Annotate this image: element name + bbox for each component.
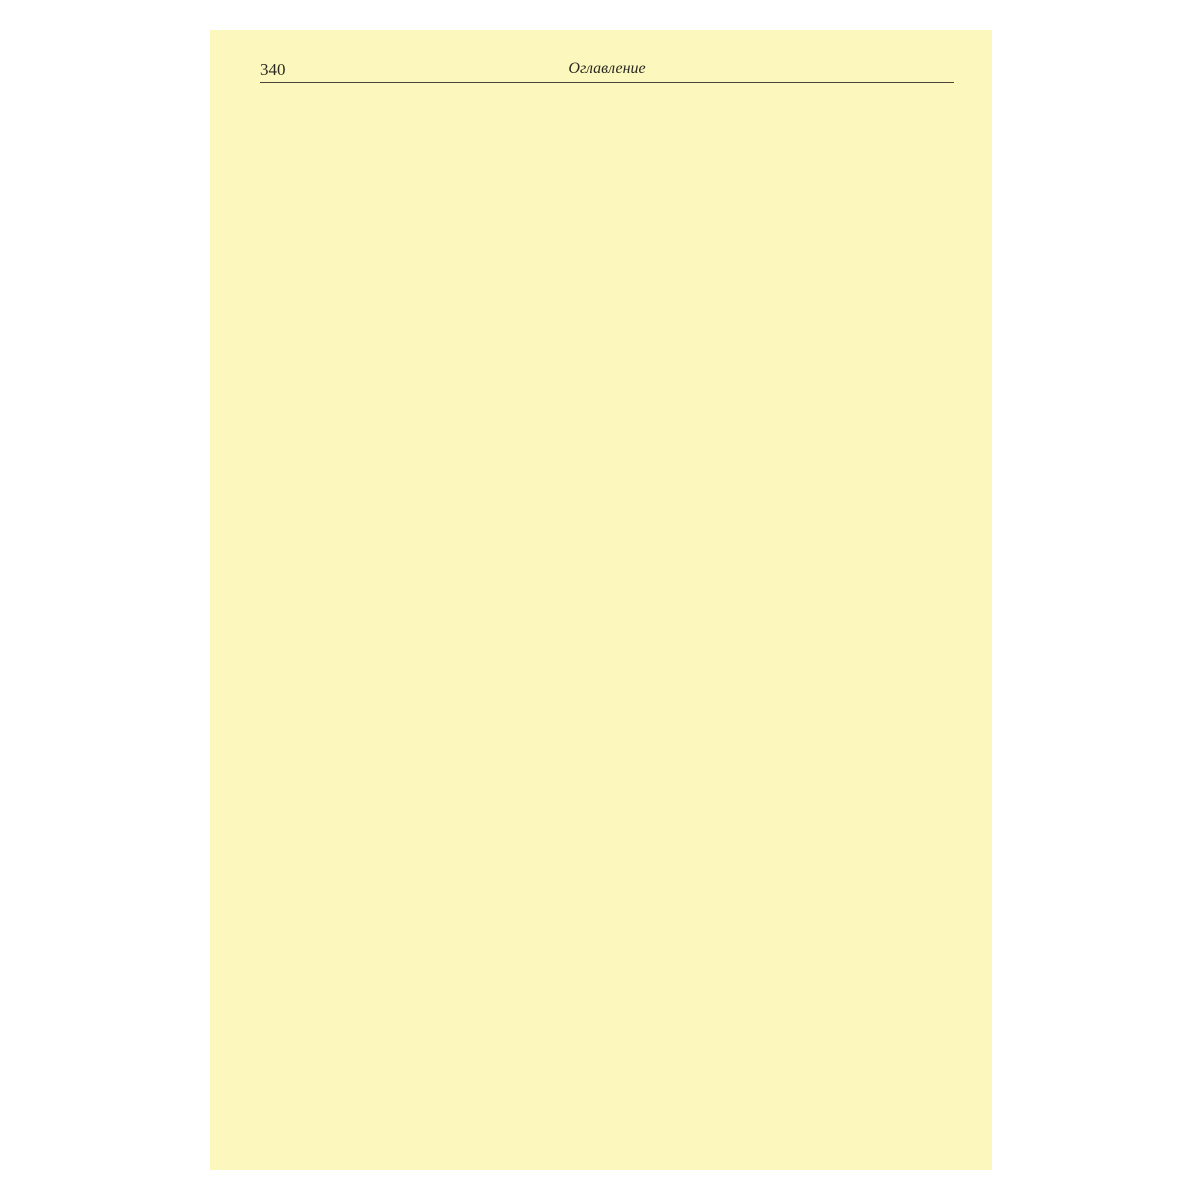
running-title: Оглавление <box>568 60 646 77</box>
book-page <box>210 30 992 1170</box>
page-number: 340 <box>260 60 286 79</box>
table-of-contents <box>210 30 992 1170</box>
